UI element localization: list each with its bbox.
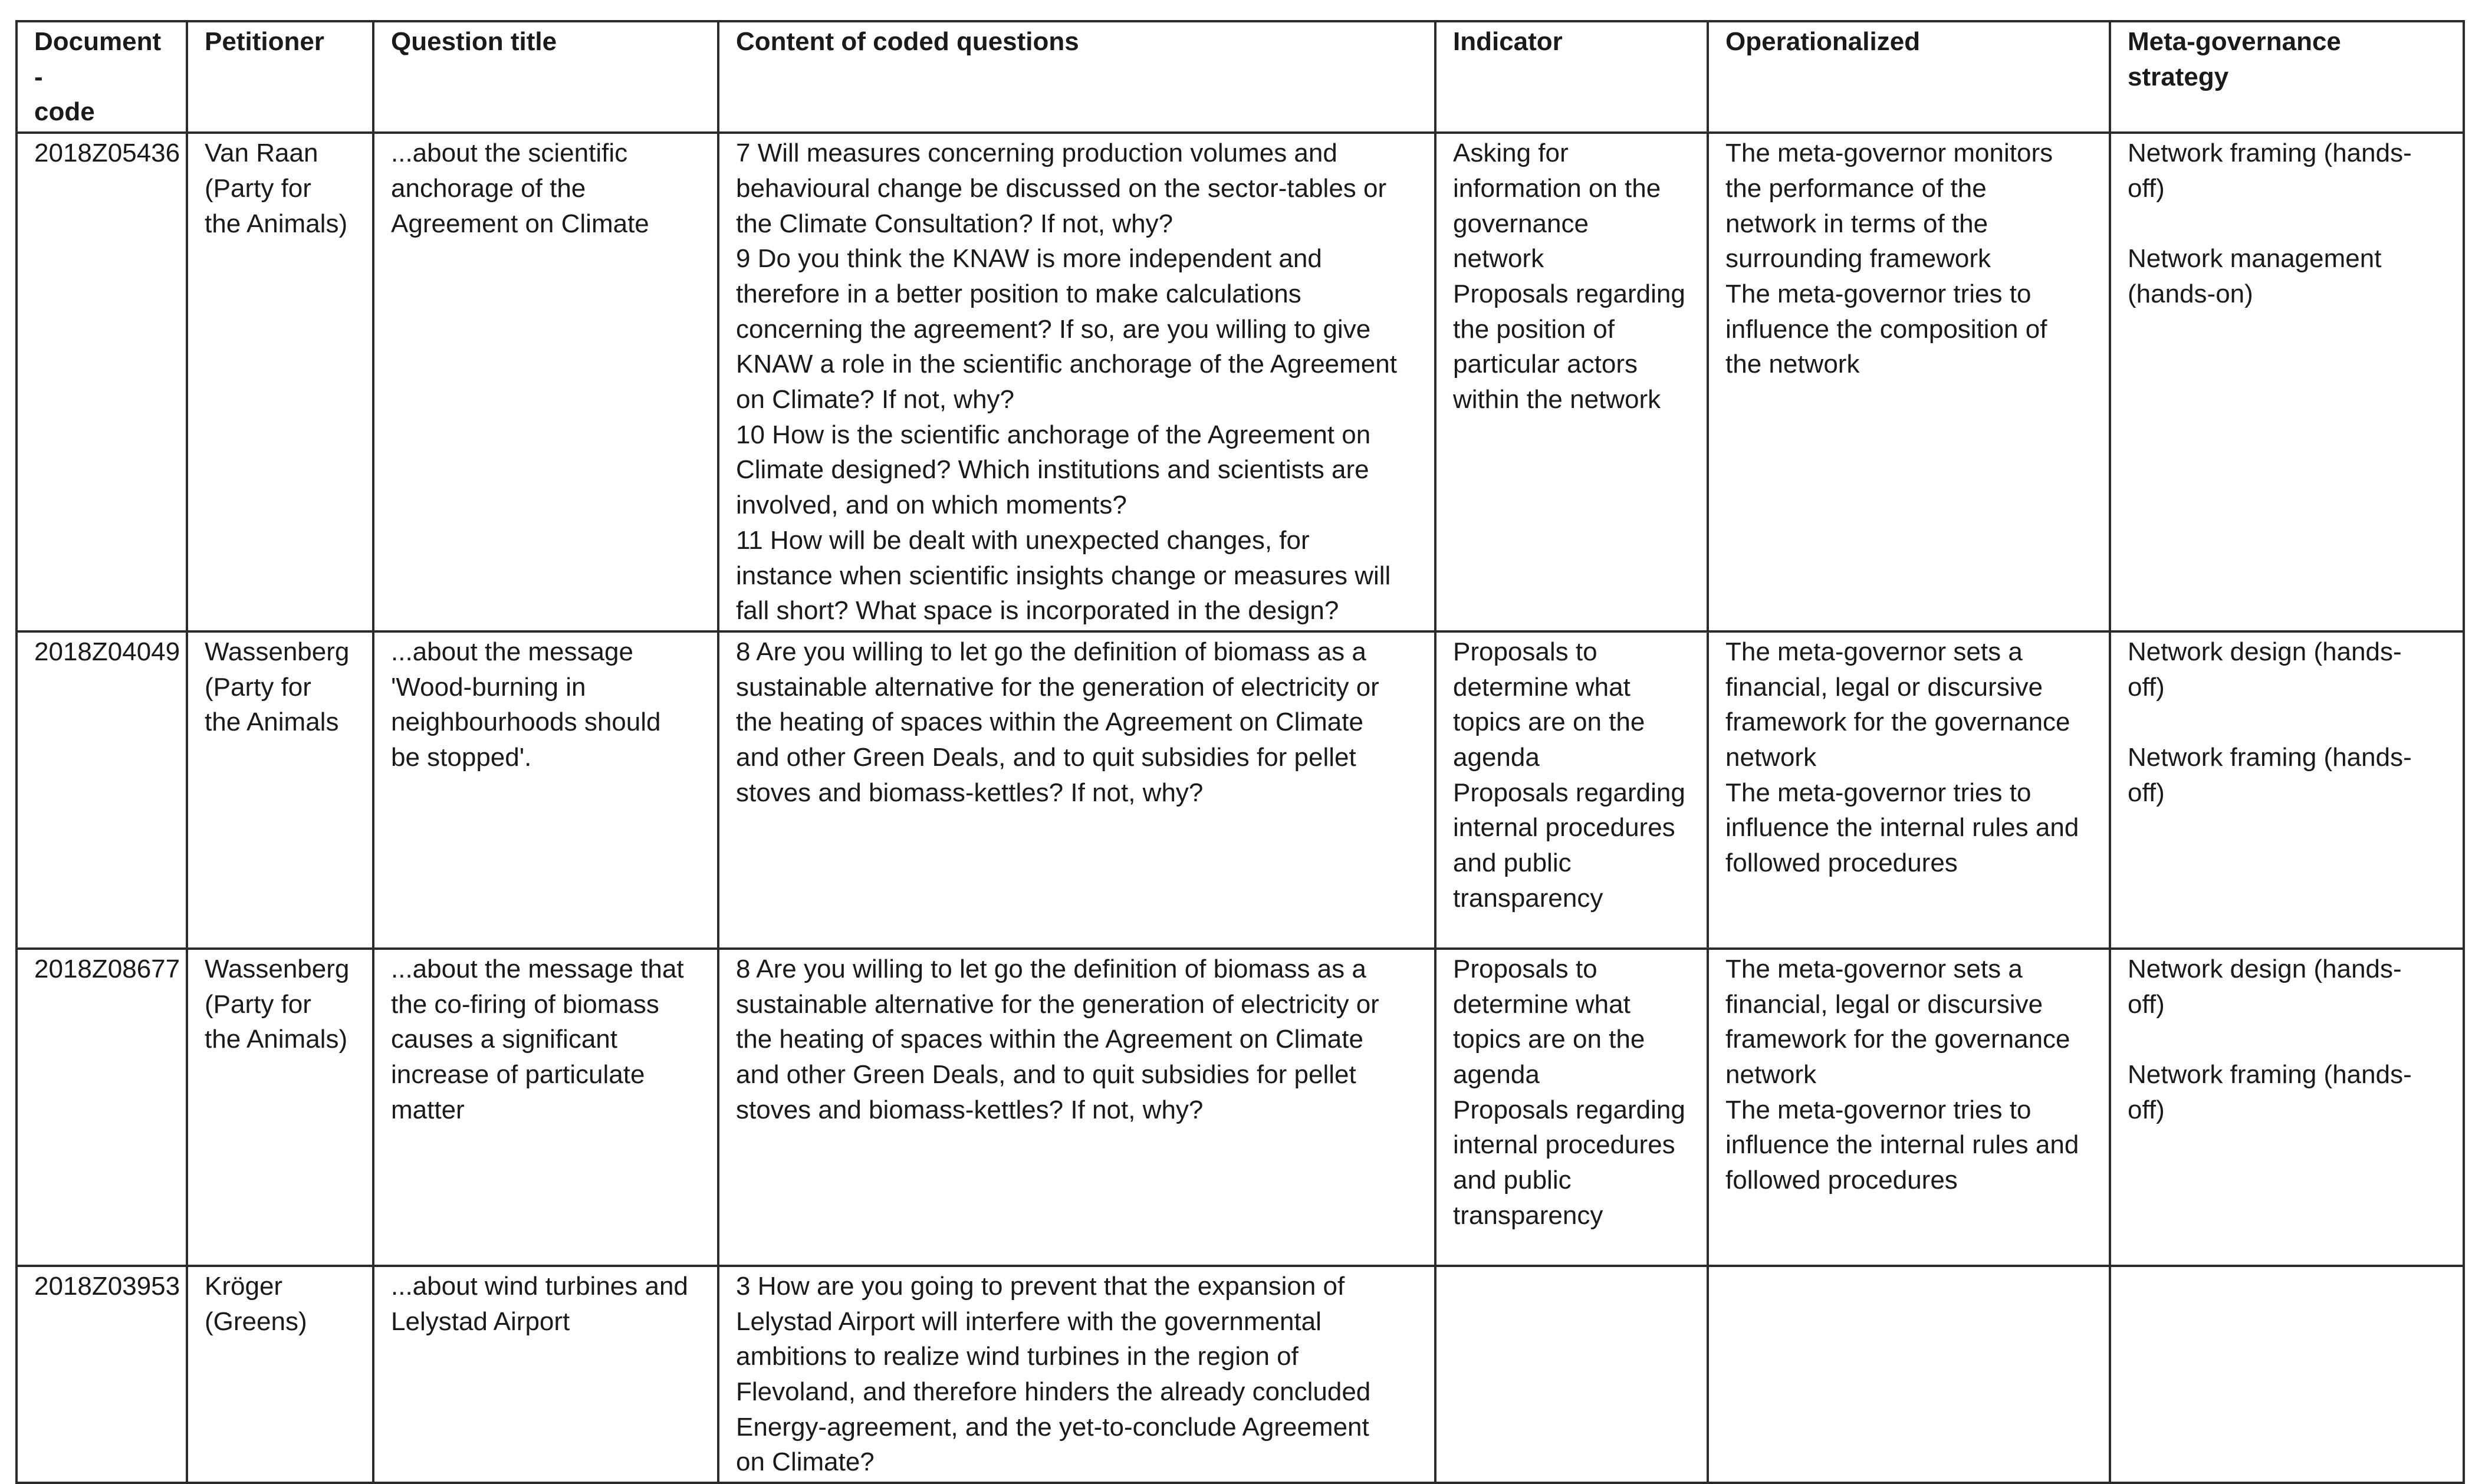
meta-governance-strategy-cell — [2110, 1266, 2464, 1483]
cell-line: Proposals regarding — [1453, 279, 1685, 308]
coded-questions-table — [15, 20, 2465, 1484]
cell-line — [2128, 206, 2446, 242]
header-content: Content of coded questions — [718, 21, 1435, 133]
cell-line: off) — [2128, 173, 2165, 203]
indicator-cell — [1435, 949, 1708, 1266]
cell-line: Network framing (hands- — [2128, 743, 2412, 772]
operationalized-cell — [1708, 133, 2110, 631]
cell-line: network — [1725, 1060, 1817, 1090]
cell-line: followed procedures — [1725, 1166, 1958, 1195]
cell-line: 7 Will measures concerning production volumes and — [736, 139, 1337, 168]
cell-line: within the network — [1453, 385, 1661, 414]
cell-line: the Animals) — [205, 1025, 348, 1054]
cell-line: transparency — [1453, 883, 1603, 913]
cell-line: Agreement on Climate — [391, 209, 649, 238]
indicator-cell — [1435, 631, 1708, 949]
cell-line: ...about the scientific — [391, 139, 628, 168]
header-petitioner: Petitioner — [187, 21, 373, 133]
cell-line: The meta-governor sets a — [1725, 637, 2023, 666]
question-title-cell — [373, 133, 718, 631]
cell-line: network — [1725, 743, 1817, 772]
cell-line: anchorage of the — [391, 173, 586, 203]
cell-line: 10 How is the scientific anchorage of the Agreement on — [736, 420, 1371, 449]
cell-line: the Animals — [205, 708, 339, 737]
cell-line: and public — [1453, 848, 1572, 878]
cell-line: Van Raan — [205, 139, 318, 168]
cell-line: Proposals to — [1453, 954, 1597, 983]
cell-line: Flevoland, and therefore hinders the already concluded — [736, 1377, 1371, 1407]
cell-line: 3 How are you going to prevent that the expansion of — [736, 1271, 1345, 1301]
cell-line: Proposals regarding — [1453, 778, 1685, 807]
cell-line: Proposals to — [1453, 637, 1597, 666]
table-row — [17, 1266, 2464, 1483]
operationalized-cell — [1708, 631, 2110, 949]
cell-line: The meta-governor tries to — [1725, 279, 2031, 308]
cell-line: sustainable alternative for the generation of electricity or — [736, 989, 1379, 1019]
header-indicator: Indicator — [1435, 21, 1708, 133]
cell-line: network in terms of the — [1725, 209, 1988, 238]
cell-line: increase of particulate — [391, 1060, 645, 1090]
cell-line: (hands-on) — [2128, 279, 2253, 308]
cell-line: the network — [1725, 350, 1860, 379]
cell-line: matter — [391, 1095, 465, 1124]
cell-line — [2128, 1022, 2446, 1057]
cell-line: Asking for — [1453, 139, 1569, 168]
cell-line: the position of — [1453, 314, 1615, 344]
cell-line: agenda — [1453, 1060, 1540, 1090]
cell-line: neighbourhoods should — [391, 708, 661, 737]
cell-line: framework for the governance — [1725, 708, 2070, 737]
cell-line: financial, legal or discursive — [1725, 672, 2043, 702]
cell-line: (Greens) — [205, 1307, 307, 1336]
cell-line: 9 Do you think the KNAW is more independent and — [736, 244, 1322, 274]
cell-line: and public — [1453, 1166, 1572, 1195]
cell-line: causes a significant — [391, 1025, 617, 1054]
cell-line: concerning the agreement? If so, are you willing to give — [736, 314, 1371, 344]
cell-line: 2018Z04049 — [34, 637, 180, 666]
header-meta-governance-strategy: Meta-governance strategy — [2110, 21, 2464, 133]
cell-line: The meta-governor sets a — [1725, 954, 2023, 983]
cell-line: Network framing (hands- — [2128, 139, 2412, 168]
cell-line: sustainable alternative for the generation of electricity or — [736, 672, 1379, 702]
cell-line: 2018Z08677 — [34, 954, 180, 983]
cell-line: and other Green Deals, and to quit subsidies for pellet — [736, 1060, 1356, 1090]
meta-governance-strategy-cell — [2110, 133, 2464, 631]
cell-line: KNAW a role in the scientific anchorage of the Agreement — [736, 350, 1397, 379]
header-operationalized: Operationalized — [1708, 21, 2110, 133]
indicator-cell — [1435, 133, 1708, 631]
table-row — [17, 133, 2464, 631]
cell-line: determine what — [1453, 672, 1631, 702]
cell-line: the heating of spaces within the Agreement on Climate — [736, 708, 1363, 737]
cell-line: be stopped'. — [391, 743, 532, 772]
cell-line: internal procedures — [1453, 813, 1675, 843]
cell-line: determine what — [1453, 989, 1631, 1019]
cell-line: ...about wind turbines and — [391, 1271, 688, 1301]
question-content-cell — [718, 133, 1435, 631]
cell-line: governance — [1453, 209, 1589, 238]
cell-line: ...about the message that — [391, 954, 684, 983]
cell-line: ...about the message — [391, 637, 633, 666]
cell-line: network — [1453, 244, 1544, 274]
cell-line: 2018Z05436 — [34, 139, 180, 168]
petitioner-cell — [187, 631, 373, 949]
cell-line: off) — [2128, 1095, 2165, 1124]
cell-line: Network design (hands- — [2128, 954, 2402, 983]
cell-line: Climate designed? Which institutions and scientists are — [736, 455, 1369, 485]
cell-line: on Climate? — [736, 1447, 875, 1477]
cell-line: 2018Z03953 — [34, 1271, 180, 1301]
cell-line: Network management — [2128, 244, 2382, 274]
cell-line: and other Green Deals, and to quit subsidies for pellet — [736, 743, 1356, 772]
table-header — [17, 21, 2464, 133]
cell-line: topics are on the — [1453, 1025, 1645, 1054]
header-document-code: Document- code — [17, 21, 187, 133]
cell-line: financial, legal or discursive — [1725, 989, 2043, 1019]
document-code-cell — [17, 631, 187, 949]
cell-line: transparency — [1453, 1200, 1603, 1230]
question-content-cell — [718, 949, 1435, 1266]
question-content-cell — [718, 631, 1435, 949]
cell-line: 8 Are you willing to let go the definition of biomass as a — [736, 954, 1366, 983]
meta-governance-strategy-cell — [2110, 949, 2464, 1266]
cell-line: Proposals regarding — [1453, 1095, 1685, 1124]
cell-line: stoves and biomass-kettles? If not, why? — [736, 778, 1204, 807]
cell-line: Lelystad Airport — [391, 1307, 570, 1336]
cell-line: framework for the governance — [1725, 1025, 2070, 1054]
cell-line: The meta-governor tries to — [1725, 778, 2031, 807]
cell-line: Energy-agreement, and the yet-to-conclude Agreement — [736, 1412, 1369, 1442]
document-code-cell — [17, 1266, 187, 1483]
operationalized-cell — [1708, 949, 2110, 1266]
cell-line: on Climate? If not, why? — [736, 385, 1015, 414]
cell-line: internal procedures — [1453, 1130, 1675, 1160]
cell-line: Wassenberg — [205, 954, 350, 983]
cell-line: involved, and on which moments? — [736, 491, 1127, 520]
table-body — [17, 133, 2464, 1483]
cell-line: off) — [2128, 672, 2165, 702]
operationalized-cell — [1708, 1266, 2110, 1483]
cell-line: Network design (hands- — [2128, 637, 2402, 666]
cell-line: (Party for — [205, 173, 311, 203]
indicator-cell — [1435, 1266, 1708, 1483]
cell-line: the Animals) — [205, 209, 348, 238]
cell-line: influence the internal rules and — [1725, 813, 2079, 843]
cell-line: the co-firing of biomass — [391, 989, 659, 1019]
cell-line: topics are on the — [1453, 708, 1645, 737]
table-row — [17, 949, 2464, 1266]
cell-line: Lelystad Airport will interfere with the governmental — [736, 1307, 1322, 1336]
cell-line: therefore in a better position to make calculations — [736, 279, 1301, 308]
cell-line: off) — [2128, 778, 2165, 807]
document-code-cell — [17, 949, 187, 1266]
cell-line: behavioural change be discussed on the sector-tables or — [736, 173, 1387, 203]
petitioner-cell — [187, 949, 373, 1266]
cell-line: stoves and biomass-kettles? If not, why? — [736, 1095, 1204, 1124]
cell-line: information on the — [1453, 173, 1661, 203]
cell-line: The meta-governor tries to — [1725, 1095, 2031, 1124]
cell-line: the Climate Consultation? If not, why? — [736, 209, 1173, 238]
question-title-cell — [373, 949, 718, 1266]
cell-line: 8 Are you willing to let go the definition of biomass as a — [736, 637, 1366, 666]
cell-line: 'Wood-burning in — [391, 672, 586, 702]
cell-line: influence the internal rules and — [1725, 1130, 2079, 1160]
meta-governance-strategy-cell — [2110, 631, 2464, 949]
question-title-cell — [373, 631, 718, 949]
cell-line: instance when scientific insights change or measures will — [736, 561, 1391, 590]
cell-line: particular actors — [1453, 350, 1638, 379]
cell-line: surrounding framework — [1725, 244, 1991, 274]
cell-line: The meta-governor monitors — [1725, 139, 2053, 168]
question-content-cell — [718, 1266, 1435, 1483]
cell-line: agenda — [1453, 743, 1540, 772]
cell-line: (Party for — [205, 989, 311, 1019]
petitioner-cell — [187, 1266, 373, 1483]
cell-line: Network framing (hands- — [2128, 1060, 2412, 1090]
cell-line: Kröger — [205, 1271, 283, 1301]
table-row — [17, 631, 2464, 949]
cell-line: (Party for — [205, 672, 311, 702]
header-row — [17, 21, 2464, 133]
cell-line: influence the composition of — [1725, 314, 2047, 344]
cell-line: ambitions to realize wind turbines in the region of — [736, 1342, 1299, 1371]
cell-line: the heating of spaces within the Agreement on Climate — [736, 1025, 1363, 1054]
petitioner-cell — [187, 133, 373, 631]
cell-line: off) — [2128, 989, 2165, 1019]
question-title-cell — [373, 1266, 718, 1483]
cell-line: 11 How will be dealt with unexpected changes, for — [736, 525, 1310, 555]
header-question-title: Question title — [373, 21, 718, 133]
cell-line: the performance of the — [1725, 173, 1987, 203]
cell-line: fall short? What space is incorporated in the design? — [736, 596, 1339, 626]
document-code-cell — [17, 133, 187, 631]
cell-line: Wassenberg — [205, 637, 350, 666]
cell-line: followed procedures — [1725, 848, 1958, 878]
cell-line — [2128, 705, 2446, 740]
